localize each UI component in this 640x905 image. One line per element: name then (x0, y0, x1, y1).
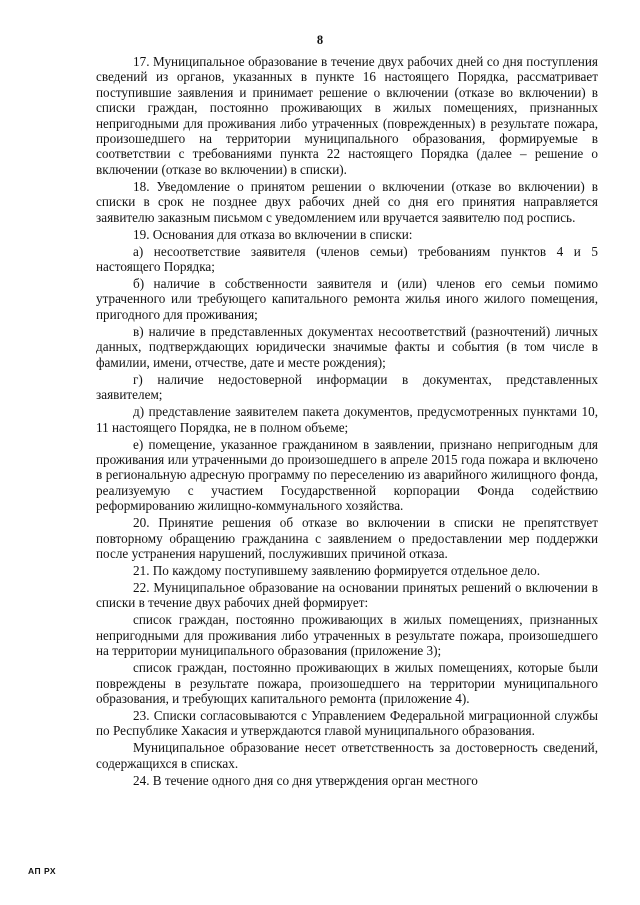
paragraph-23-responsibility: Муниципальное образование несет ответственность за достоверность сведений, содержащихся в списках. (96, 740, 598, 771)
paragraph-22-list-1: список граждан, постоянно проживающих в жилых помещениях, признанных непригодными для проживания либо утраченных в результате пожара, произошедшего на территории муниципального образования (приложение 3); (96, 612, 598, 659)
paragraph-18: 18. Уведомление о принятом решении о включении (отказе во включении) в списки в срок не позднее двух рабочих дней со дня его принятия направляется заявителю заказным письмом с уведомлением или вручается заявителю под роспись. (96, 178, 598, 225)
paragraph-19b: б) наличие в собственности заявителя и (или) членов его семьи помимо утраченного или требующего капитального ремонта жилья иного жилого помещения, пригодного для проживания; (96, 276, 598, 322)
paragraph-19a: а) несоответствие заявителя (членов семьи) требованиям пунктов 4 и 5 настоящего Порядка; (96, 243, 598, 275)
paragraph-17: 17. Муниципальное образование в течение двух рабочих дней со дня поступления сведений из органов, указанных в пункте 16 настоящего Порядка, рассматривает поступившие заявления и принимает решение о включении (отказе во включении) в списки граждан, постоянно проживающих в жилых помещениях, признанных непригодными для проживания либо утраченных (поврежденных) в результате пожара, произошедшего на территории муниципального образования, формируемые в соответствии с требованиями пункта 22 настоящего Порядка (далее – решение о включении (отказе во включении) в списки). (96, 54, 598, 177)
paragraph-21: 21. По каждому поступившему заявлению формируется отдельное дело. (133, 562, 541, 578)
paragraph-24: 24. В течение одного дня со дня утверждения орган местного (133, 772, 478, 788)
paragraph-22: 22. Муниципальное образование на основании принятых решений о включении в списки в течение двух рабочих дней формирует: (96, 579, 598, 611)
paragraph-19g: г) наличие недостоверной информации в документах, представленных заявителем; (96, 371, 598, 403)
paragraph-23: 23. Списки согласовываются с Управлением Федеральной миграционной службы по Республике Хакасия и утверждаются главой муниципального образования. (96, 707, 598, 739)
document-body (96, 54, 598, 790)
paragraph-22-list-2: список граждан, постоянно проживающих в жилых помещениях, которые были повреждены в результате пожара, произошедшего на территории муниципального образования, и требующих капитального ремонта (приложение 4). (96, 660, 598, 706)
paragraph-19v: в) наличие в представленных документах несоответствий (разночтений) личных данных, подтверждающих юридически значимые факты и события (в том числе в фамилии, имени, отчестве, дате и месте рождения); (96, 323, 598, 370)
footer-mark: АП РХ (28, 866, 57, 876)
paragraph-20: 20. Принятие решения об отказе во включении в списки не препятствует повторному обращению гражданина с заявлением о предоставлении мер поддержки после устранения нарушений, послуживших причиной отказа. (96, 515, 598, 561)
page-number: 8 (316, 33, 324, 47)
paragraph-19e: е) помещение, указанное гражданином в заявлении, признано непригодным для проживания или утраченными до произошедшего в апреле 2015 года пожара и включено в региональную адресную программу по переселению из аварийного жилищного фонда, реализуемую с участием Государственной корпорации Фонда содействию реформированию жилищно-коммунального хозяйства. (96, 436, 598, 514)
paragraph-19: 19. Основания для отказа во включении в списки: (133, 226, 413, 242)
paragraph-19d: д) представление заявителем пакета документов, предусмотренных пунктами 10, 11 настоящего Порядка, не в полном объеме; (96, 404, 598, 435)
